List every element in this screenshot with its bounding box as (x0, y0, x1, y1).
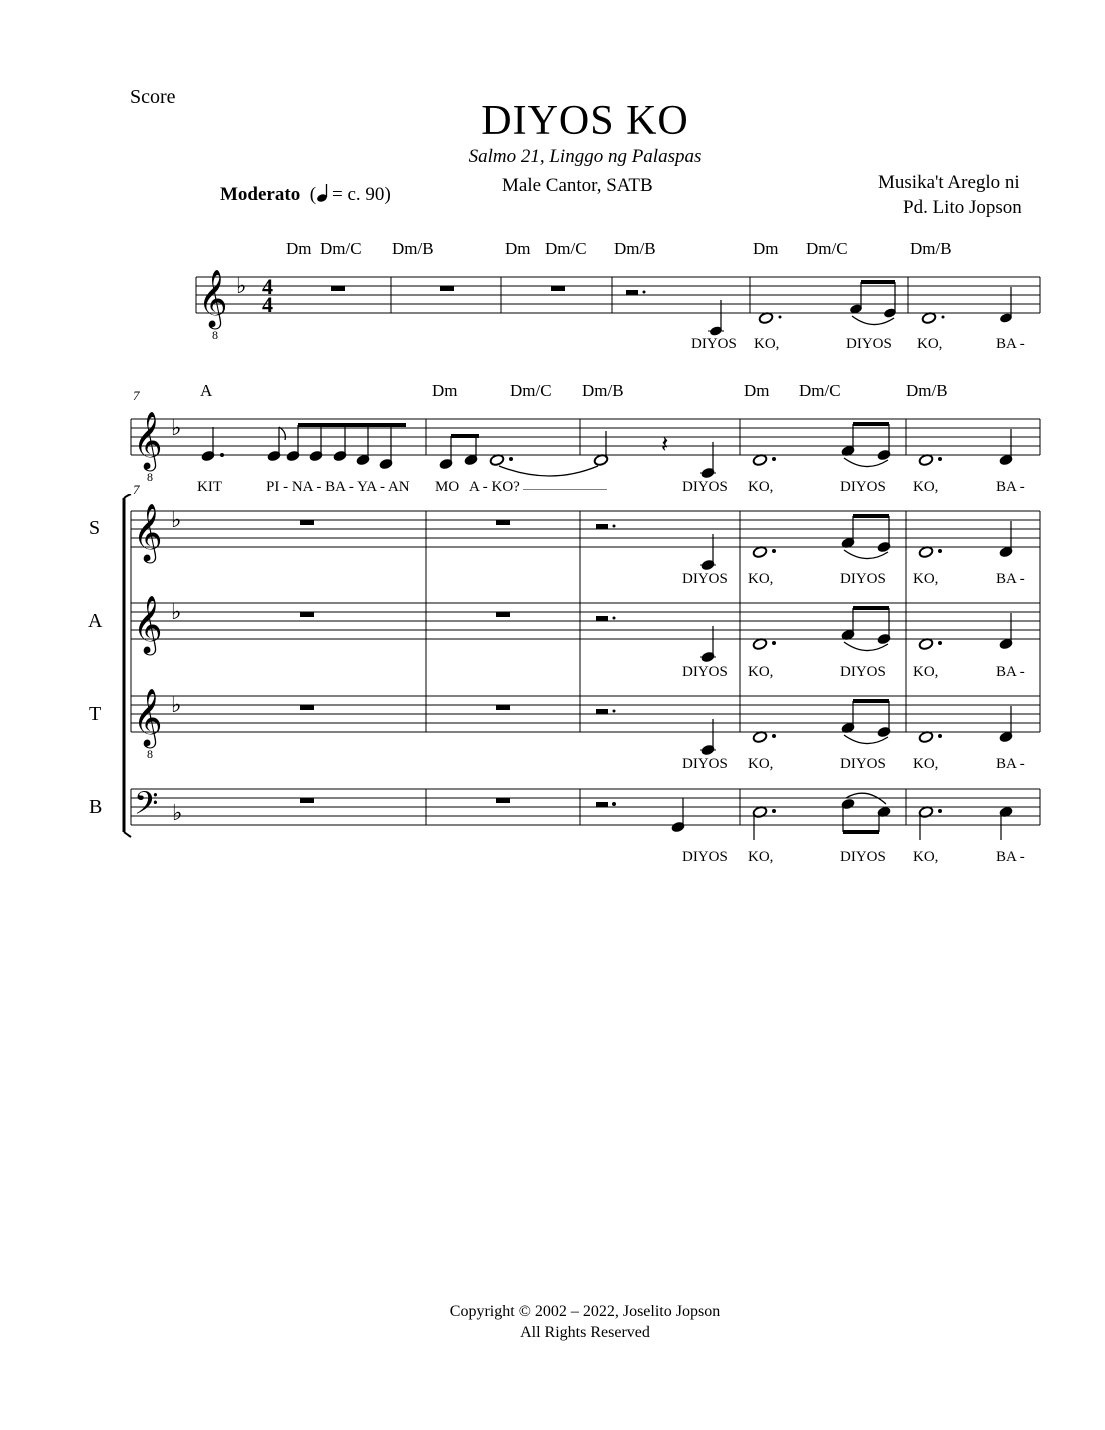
flat-icon: ♭ (236, 273, 247, 298)
chord-symbol: Dm/B (582, 381, 624, 400)
treble-clef-icon: 𝄞 (133, 504, 163, 560)
flat-icon: ♭ (171, 507, 182, 532)
lyric-syllable: KO, (748, 849, 774, 865)
chord-symbol: A (200, 381, 213, 400)
lyric-syllable: DIYOS (691, 336, 737, 352)
lyric-syllable: DIYOS (840, 571, 886, 587)
tempo-marking: Moderato ( = c. 90) (220, 184, 391, 205)
alto-notes (700, 608, 1013, 663)
lyric-syllable: BA - (996, 336, 1025, 352)
quarter-rest-icon: 𝄽 (661, 432, 669, 458)
lyric-syllable: BA - (996, 664, 1025, 680)
composer-line-2: Pd. Lito Jopson (903, 197, 1022, 218)
lyric-syllable: PI - NA - BA - YA - AN (266, 479, 410, 495)
svg-text:8: 8 (212, 328, 218, 342)
chord-symbol: Dm/C (510, 381, 552, 400)
chord-symbol: Dm/C (320, 239, 362, 258)
tenor-notes (700, 701, 1013, 756)
chord-symbol: Dm/B (392, 239, 434, 258)
chord-symbol: Dm (505, 239, 531, 258)
lyric-syllable: DIYOS (682, 571, 728, 587)
cantor-staff-system-2 (0, 400, 1105, 490)
tempo-word: Moderato (220, 184, 301, 205)
lyric-syllable: DIYOS (682, 756, 728, 772)
chord-symbol: Dm (286, 239, 312, 258)
lyric-syllable: DIYOS (840, 664, 886, 680)
song-subtitle: Salmo 21, Linggo ng Palaspas (468, 146, 702, 167)
treble-clef-icon: 𝄞 (133, 689, 163, 745)
lyric-syllable: BA - (996, 756, 1025, 772)
chord-symbol: Dm/B (910, 239, 952, 258)
lyric-syllable: BA - (996, 849, 1025, 865)
part-label-bass: B (89, 796, 103, 818)
rights-notice: All Rights Reserved (520, 1324, 650, 1341)
flat-icon: ♭ (172, 800, 183, 825)
bass-staff (0, 780, 1105, 840)
lyric-syllable: KO, (748, 571, 774, 587)
chord-symbol: Dm/C (806, 239, 848, 258)
treble-clef-icon: 𝄞 (133, 596, 163, 652)
lyric-syllable: DIYOS (682, 479, 728, 495)
part-label-soprano: S (89, 517, 101, 539)
chord-symbol: Dm (432, 381, 458, 400)
lyric-syllable: DIYOS (840, 479, 886, 495)
measure-number: 7 (133, 482, 140, 497)
measure-number: 7 (133, 388, 140, 403)
flat-icon: ♭ (171, 599, 182, 624)
lyric-syllable: BA - (996, 479, 1025, 495)
chord-symbol: Dm/C (545, 239, 587, 258)
chord-symbol: Dm/B (906, 381, 948, 400)
svg-text:4: 4 (262, 274, 273, 299)
song-title: DIYOS KO (481, 98, 689, 144)
voicing-label: Male Cantor, SATB (502, 175, 653, 196)
lyric-syllable: KO, (748, 756, 774, 772)
lyric-syllable: A - KO? (469, 479, 520, 495)
svg-text:8: 8 (147, 470, 153, 484)
lyric-syllable: KO, (913, 849, 939, 865)
lyric-syllable: KO, (748, 479, 774, 495)
lyric-syllable: BA - (996, 571, 1025, 587)
lyric-syllable: DIYOS (840, 756, 886, 772)
flat-icon: ♭ (171, 692, 182, 717)
treble-clef-icon: 𝄞 (133, 412, 163, 468)
lyric-syllable: KO, (748, 664, 774, 680)
score-label: Score (130, 86, 176, 108)
lyric-syllable: DIYOS (682, 849, 728, 865)
lyric-syllable: KO, (913, 664, 939, 680)
lyric-syllable: KO, (913, 756, 939, 772)
soprano-notes (700, 516, 1013, 571)
chord-symbol: Dm (753, 239, 779, 258)
svg-text:8: 8 (147, 747, 153, 761)
lyric-syllable: DIYOS (846, 336, 892, 352)
lyric-syllable: KIT (197, 479, 222, 495)
lyric-syllable: DIYOS (840, 849, 886, 865)
lyric-syllable: KO, (754, 336, 780, 352)
copyright-notice: Copyright © 2002 – 2022, Joselito Jopson (449, 1303, 721, 1320)
chord-symbol: Dm/B (614, 239, 656, 258)
lyric-syllable: KO, (913, 479, 939, 495)
lyric-syllable: KO, (917, 336, 943, 352)
treble-clef-icon: 𝄞 (198, 270, 228, 326)
bass-clef-icon: 𝄢 (134, 787, 159, 829)
chord-symbol: Dm (744, 381, 770, 400)
lyric-syllable: MO (435, 479, 460, 495)
upper-voices-staves (0, 490, 1105, 780)
lyric-syllable: KO, (913, 571, 939, 587)
tempo-value: = c. 90 (332, 184, 385, 205)
part-label-tenor: T (89, 703, 102, 725)
quarter-note-icon (316, 183, 332, 203)
flat-icon: ♭ (171, 415, 182, 440)
composer-line-1: Musika't Areglo ni (878, 172, 1020, 193)
svg-text:4: 4 (262, 292, 273, 317)
part-label-alto: A (88, 610, 103, 632)
chord-symbol: Dm/C (799, 381, 841, 400)
lyric-syllable: DIYOS (682, 664, 728, 680)
